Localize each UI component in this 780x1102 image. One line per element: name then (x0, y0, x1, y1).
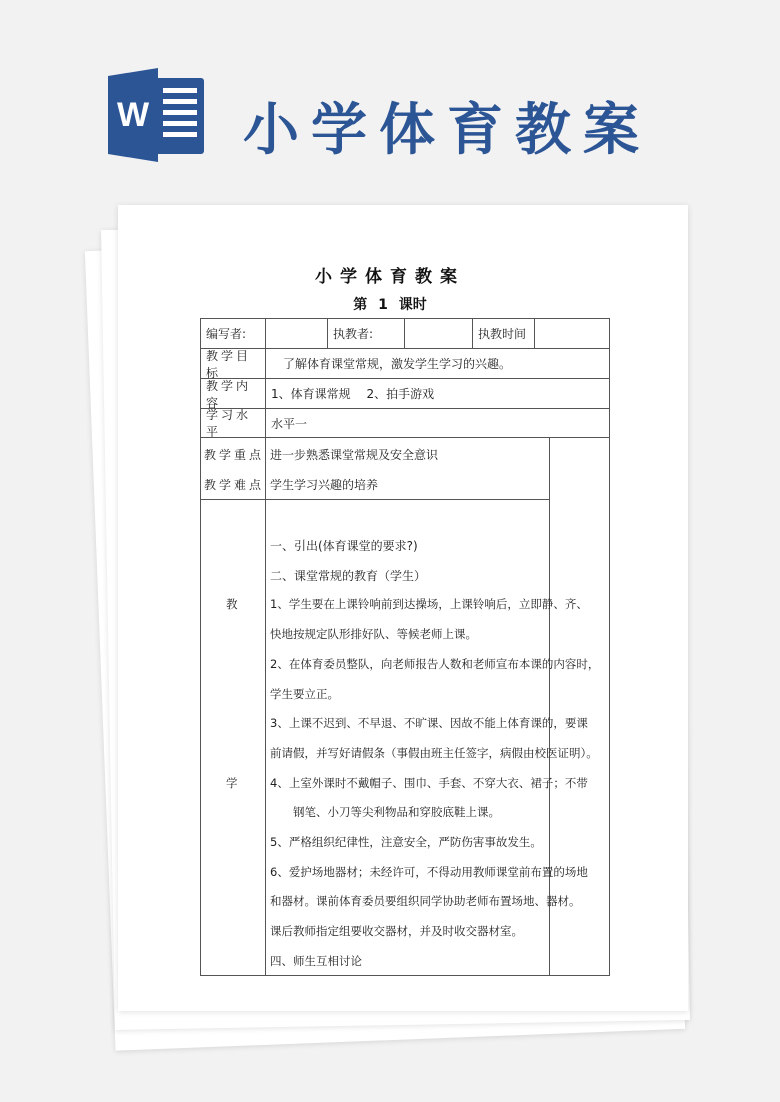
process-line: 二、课堂常规的教育（学生） (270, 568, 427, 583)
process-line: 6、爱护场地器材；未经许可，不得动用教师课堂前布置的场地 (270, 864, 588, 879)
process-line: 一、引出(体育课堂的要求?) (270, 539, 418, 553)
process-label-cell (200, 499, 266, 976)
process-label-char: 学 (226, 776, 238, 790)
process-line: 快地按规定队形排好队、等候老师上课。 (270, 627, 477, 642)
author-label: 编写者: (200, 318, 266, 349)
content-value: 1、体育课常规 2、拍手游戏 (265, 378, 610, 409)
author-value (265, 318, 328, 349)
process-line: 前请假，并写好请假条（事假由班主任签字，病假由校医证明）。 (270, 745, 598, 760)
word-logo-icon (108, 68, 208, 162)
process-line: 2、在体育委员整队，向老师报告人数和老师宣布本课的内容时， (270, 656, 600, 671)
teacher-label: 执教者: (327, 318, 405, 349)
process-label-char: 教 (226, 597, 238, 611)
goal-label: 教学目标 (200, 348, 266, 379)
difficulty-label: 教学难点 (204, 478, 265, 492)
content-label: 教学内容 (200, 378, 266, 409)
time-label: 执教时间 (472, 318, 535, 349)
level-value: 水平一 (265, 408, 610, 438)
process-line: 3、上课不迟到、不早退、不旷课、因故不能上体育课的，要课 (270, 716, 588, 731)
svg-text:W: W (116, 96, 150, 134)
doc-title: 小学体育教案 (315, 267, 465, 287)
banner-title: 小学体育教案 (243, 98, 651, 163)
doc-subtitle: 第 1 课时 (353, 297, 427, 313)
process-line: 课后教师指定组要收交器材，并及时收交器材室。 (270, 924, 523, 939)
process-line: 1、学生要在上课铃响前到达操场，上课铃响后，立即静、齐、 (270, 597, 588, 612)
process-line: 学生要立正。 (270, 686, 339, 701)
time-value (534, 318, 610, 349)
process-line: 四、师生互相讨论 (270, 953, 362, 968)
difficulty-value: 学生学习兴趣的培养 (270, 478, 379, 492)
process-line: 4、上室外课时不戴帽子、围巾、手套、不穿大衣、裙子；不带 (270, 775, 588, 790)
teacher-value (404, 318, 473, 349)
process-line: 5、严格组织纪律性，注意安全，严防伤害事故发生。 (270, 835, 542, 849)
focus-value: 进一步熟悉课堂常规及安全意识 (270, 448, 439, 462)
level-label: 学习水平 (200, 408, 266, 438)
focus-label: 教学重点 (204, 448, 265, 462)
goal-value: 了解体育课堂常规，激发学生学习的兴趣。 (265, 348, 610, 379)
process-line: 和器材。课前体育委员要组织同学协助老师布置场地、器材。 (270, 894, 581, 909)
process-line: 钢笔、小刀等尖利物品和穿胶底鞋上课。 (270, 805, 500, 820)
